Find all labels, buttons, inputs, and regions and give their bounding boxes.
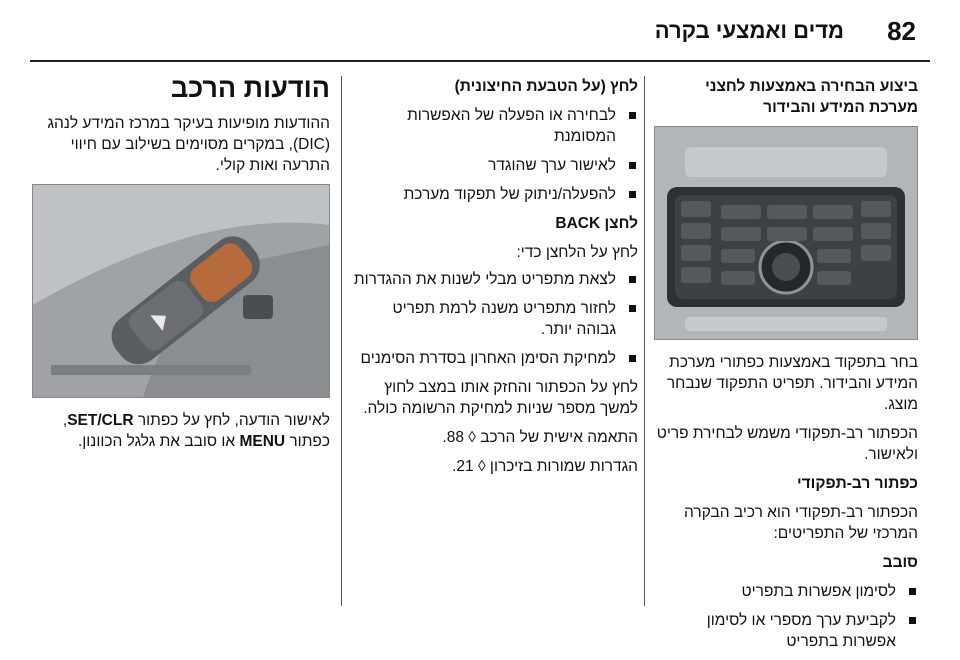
turn-bullet-list [656, 581, 918, 652]
reference-stored-settings: הגדרות שמורות בזיכרון ◊ 21. [452, 458, 638, 475]
reference-vehicle-personalisation: התאמה אישית של הרכב ◊ 88. [442, 429, 638, 446]
menu-button-label: MENU [239, 433, 286, 450]
heading-back-button: לחצן BACK [555, 215, 638, 232]
list-item: לבחירה או הפעלה של האפשרות המסומנת [352, 105, 638, 147]
section-title: מדים ואמצעי בקרה [654, 18, 844, 43]
para-select-function: בחר בתפקוד באמצעות כפתורי מערכת המידע והבידור. תפריט התפקוד שנבחר מוצג. [666, 354, 918, 413]
list-item: לאישור ערך שהוגדר [352, 155, 638, 176]
back-button-label: BACK [555, 215, 601, 232]
set-clr-button-label: SET/CLR [67, 412, 134, 429]
label-turn: סובב [882, 554, 918, 571]
infotainment-panel-photo [654, 126, 918, 340]
header-divider [30, 60, 930, 62]
page-header [0, 0, 960, 62]
list-item: להפעלה/ניתוק של תפקוד מערכת [352, 184, 638, 205]
para-hold-to-delete: לחץ על הכפתור והחזק אותו במצב לחוץ למשך מספר שניות למחיקת הרשומה כולה. [363, 379, 638, 417]
subheading-multifunction-knob: כפתור רב-תפקודי [796, 475, 918, 492]
list-item: לקביעת ערך מספרי או לסימון אפשרות בתפריט [656, 610, 918, 652]
list-item: לצאת מתפריט מבלי לשנות את ההגדרות [352, 269, 638, 290]
heading-vehicle-messages: הודעות הרכב [170, 73, 330, 103]
para-knob-description: הכפתור רב-תפקודי הוא רכיב הבקרה המרכזי של התפריטים: [684, 504, 918, 542]
list-item: לסימון אפשרות בתפריט [656, 581, 918, 602]
list-item: לחזור מתפריט משנה לרמת תפריט גבוהה יותר. [352, 298, 638, 340]
column-divider [341, 76, 342, 606]
photo-caption: לאישור הודעה, לחץ על כפתור SET/CLR, כפתור MENU או סובב את גלגל הכוונון. [62, 412, 330, 450]
para-press-button: לחץ על הלחצן כדי: [516, 244, 638, 261]
right-column [656, 76, 918, 660]
press-bullet-list [352, 105, 638, 205]
left-column [30, 73, 330, 460]
column-divider [644, 76, 645, 606]
steering-column-stalk-photo [32, 184, 330, 398]
para-multifunction-knob-use: הכפתור רב-תפקודי משמש לבחירת פריט ולאישור. [656, 425, 918, 463]
para-messages-description: ההודעות מופיעות בעיקר במרכז המידע לנהג (DIC), במקרים מסוימים בשילוב עם חיווי התרעה ואות קולי. [47, 115, 330, 174]
back-bullet-list [352, 269, 638, 369]
heading-press-outer-ring: לחץ (על הטבעת החיצונית) [454, 78, 638, 95]
page-number: 82 [887, 16, 916, 46]
middle-column [352, 76, 638, 485]
heading-infotainment-selection: ביצוע הבחירה באמצעות לחצני מערכת המידע והבידור [705, 78, 918, 116]
list-item: למחיקת הסימן האחרון בסדרת הסימנים [352, 348, 638, 369]
